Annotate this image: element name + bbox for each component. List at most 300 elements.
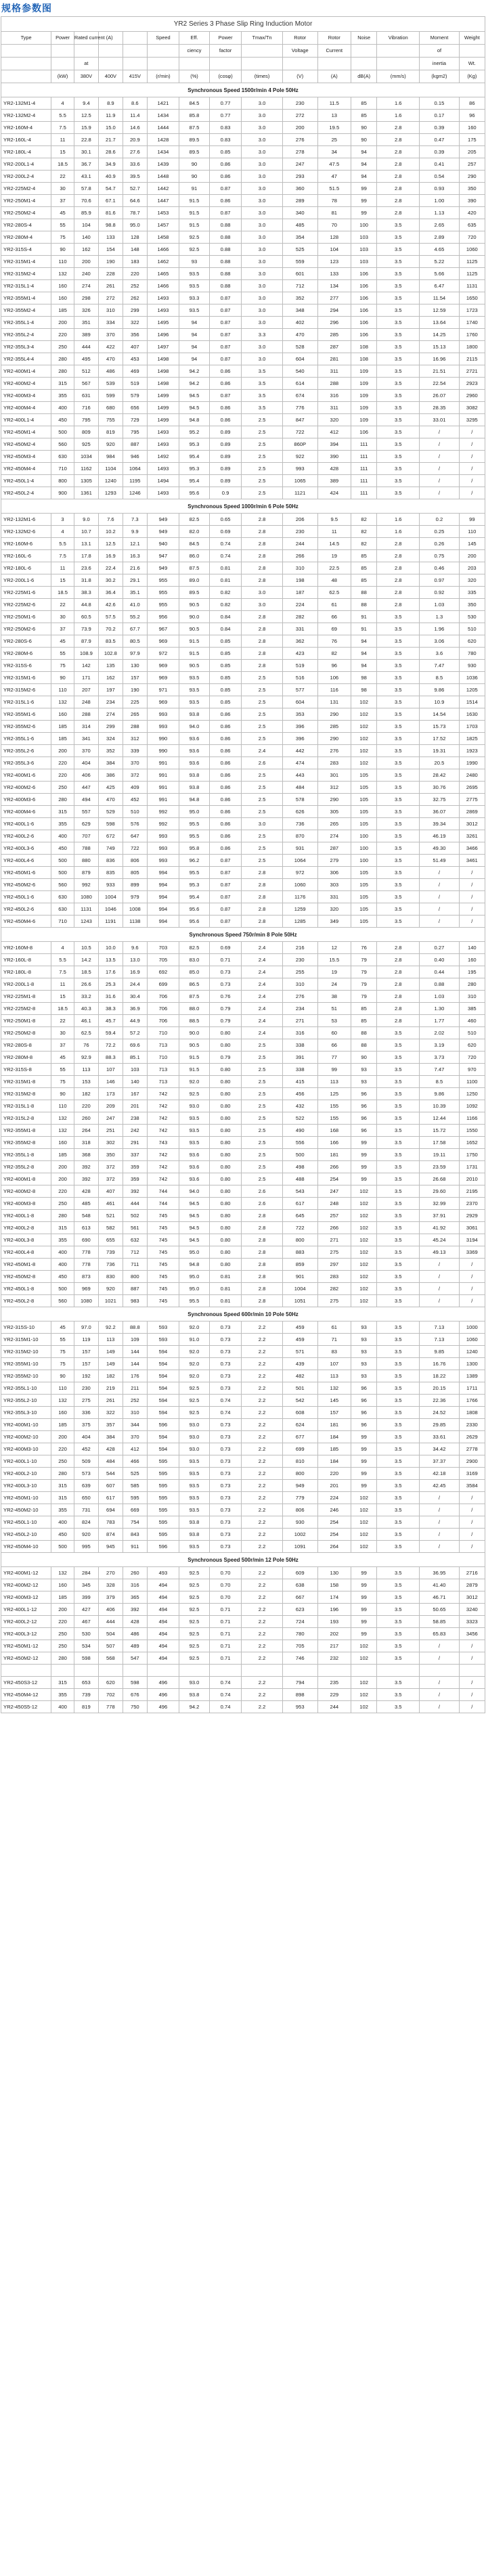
table-cell: 280 — [51, 1652, 74, 1665]
table-cell: 467 — [74, 1616, 98, 1628]
table-cell: 990 — [147, 745, 179, 757]
table-cell: 62.5 — [74, 1027, 98, 1039]
table-cell: 3.5 — [377, 611, 420, 623]
table-cell: 742 — [147, 1100, 179, 1112]
table-cell: 3.5 — [377, 1395, 420, 1407]
table-cell: 3.5 — [377, 648, 420, 660]
table-cell: 184 — [317, 1455, 351, 1468]
table-cell: 1444 — [147, 122, 179, 134]
table-row — [1, 1468, 485, 1480]
table-cell: 925 — [74, 438, 98, 451]
table-cell: 95.6 — [179, 916, 210, 928]
table-cell: 3295 — [459, 414, 485, 426]
table-cell: 3.5 — [377, 438, 420, 451]
table-cell: 102 — [351, 1516, 377, 1529]
table-cell: 94.8 — [179, 1259, 210, 1271]
table-cell: 202 — [317, 1628, 351, 1640]
table-cell: 95.6 — [179, 903, 210, 916]
table-row — [1, 158, 485, 171]
table-cell: 359 — [123, 1173, 147, 1185]
table-cell: 94 — [179, 353, 210, 365]
model-cell: YR2-400M3-12 — [1, 1591, 51, 1604]
table-cell: 1125 — [459, 256, 485, 268]
table-cell: 1.3 — [420, 611, 459, 623]
table-cell: 1465 — [147, 268, 179, 280]
table-cell: 10.2 — [98, 526, 123, 538]
table-cell: 11.9 — [98, 110, 123, 122]
table-cell: 36.9 — [123, 1003, 147, 1015]
table-cell: 12.1 — [123, 538, 147, 550]
table-cell: 1246 — [123, 487, 147, 499]
table-cell: 6.47 — [420, 280, 459, 292]
table-cell: 494 — [147, 1604, 179, 1616]
table-cell: 119 — [74, 1334, 98, 1346]
table-row — [1, 1407, 485, 1419]
table-cell: 105 — [351, 867, 377, 879]
table-cell: 1104 — [98, 463, 123, 475]
table-cell: 20.5 — [420, 757, 459, 769]
table-cell: 3.5 — [377, 1321, 420, 1334]
table-row — [1, 317, 485, 329]
table-cell: 19.11 — [420, 1149, 459, 1161]
table-cell: 34.42 — [420, 1443, 459, 1455]
table-cell: 494 — [147, 1628, 179, 1640]
table-cell: 94.0 — [179, 721, 210, 733]
table-cell: 0.86 — [209, 842, 241, 855]
table-cell: 3456 — [459, 1628, 485, 1640]
table-cell: 355 — [51, 818, 74, 830]
table-cell: / — [459, 1689, 485, 1701]
page-title: 规格参数图 — [1, 3, 52, 14]
model-cell: YR2-450M4-10 — [1, 1541, 51, 1553]
header-cell: Power — [209, 32, 241, 45]
table-cell: 607 — [98, 1480, 123, 1492]
table-cell: 93.5 — [179, 268, 210, 280]
header-cell — [377, 58, 420, 70]
table-cell: 9.0 — [74, 514, 98, 526]
table-cell: 502 — [123, 1210, 147, 1222]
table-cell: 3.5 — [377, 1112, 420, 1125]
table-cell: 1051 — [282, 1295, 317, 1307]
table-cell: 200 — [282, 122, 317, 134]
table-cell: 95.3 — [179, 438, 210, 451]
table-cell: 315 — [51, 806, 74, 818]
table-cell: 90.5 — [179, 660, 210, 672]
table-cell: / — [420, 1640, 459, 1652]
table-cell: 0.73 — [209, 1492, 241, 1504]
table-cell: / — [420, 1701, 459, 1713]
table-cell: 745 — [147, 1271, 179, 1283]
table-cell: 650 — [74, 1492, 98, 1504]
model-cell: YR2-450M1-8 — [1, 1259, 51, 1271]
table-cell: 540 — [282, 365, 317, 378]
table-cell: 276 — [282, 991, 317, 1003]
table-row — [1, 487, 485, 499]
table-row — [1, 304, 485, 317]
table-cell: 1060 — [282, 879, 317, 891]
table-cell: 0.87 — [209, 855, 241, 867]
table-cell: 585 — [123, 1480, 147, 1492]
table-cell: 96 — [317, 660, 351, 672]
table-cell: 614 — [282, 378, 317, 390]
table-cell: 1496 — [147, 329, 179, 341]
table-cell: 102 — [351, 1271, 377, 1283]
table-cell: 1448 — [147, 171, 179, 183]
table-cell: 1121 — [282, 487, 317, 499]
table-cell: 1495 — [147, 317, 179, 329]
table-cell: 370 — [123, 1431, 147, 1443]
table-cell: 3.73 — [420, 1052, 459, 1064]
model-cell: YR2-400M1-12 — [1, 1567, 51, 1579]
table-cell: 809 — [74, 426, 98, 438]
table-cell: 8.5 — [420, 672, 459, 684]
table-cell: 0.86 — [209, 733, 241, 745]
table-cell: 12.44 — [420, 1112, 459, 1125]
table-cell: 94.2 — [179, 378, 210, 390]
table-cell: 947 — [147, 550, 179, 562]
table-cell: 375 — [74, 1419, 98, 1431]
table-cell: 3.5 — [377, 1541, 420, 1553]
table-cell: / — [420, 1689, 459, 1701]
table-cell: 315 — [51, 1677, 74, 1689]
table-cell: 90.0 — [179, 1027, 210, 1039]
table-cell: 92.5 — [179, 1088, 210, 1100]
table-cell: / — [459, 1492, 485, 1504]
table-cell: 2.2 — [242, 1567, 283, 1579]
table-cell: 474 — [282, 757, 317, 769]
table-cell: 69 — [317, 623, 351, 635]
table-cell: 109 — [351, 378, 377, 390]
table-cell: 0.40 — [420, 954, 459, 966]
table-cell: 12.5 — [98, 538, 123, 550]
table-row — [1, 903, 485, 916]
table-cell: 110 — [51, 1382, 74, 1395]
table-cell: 3.5 — [377, 818, 420, 830]
table-cell: 106 — [351, 292, 377, 304]
table-cell: 779 — [282, 1492, 317, 1504]
table-cell: 91 — [351, 623, 377, 635]
table-cell: 350 — [459, 183, 485, 195]
table-cell: / — [459, 1677, 485, 1689]
header-row — [1, 32, 485, 45]
table-cell: 45 — [51, 635, 74, 648]
table-cell: 2.5 — [242, 1149, 283, 1161]
empty-cell — [209, 1665, 241, 1677]
model-cell: YR2-400M1-8 — [1, 1173, 51, 1185]
table-cell: 40.3 — [74, 1003, 98, 1015]
model-cell: YR2-400M4-6 — [1, 806, 51, 818]
table-row — [1, 916, 485, 928]
table-cell: 1499 — [147, 390, 179, 402]
model-cell: YR2-315M2-4 — [1, 268, 51, 280]
model-cell: YR2-132M1-6 — [1, 514, 51, 526]
table-cell: 2.8 — [377, 550, 420, 562]
header-cell: Eff. — [179, 32, 210, 45]
model-cell: YR2-160M-8 — [1, 942, 51, 954]
table-cell: 95.4 — [179, 451, 210, 463]
table-cell: 281 — [317, 353, 351, 365]
model-cell: YR2-180L-4 — [1, 146, 51, 158]
table-row — [1, 1604, 485, 1616]
table-cell: 217 — [317, 1640, 351, 1652]
table-cell: 338 — [282, 1064, 317, 1076]
table-cell: 100 — [351, 219, 377, 231]
table-cell: 1434 — [147, 146, 179, 158]
model-cell: YR2-400M2-6 — [1, 782, 51, 794]
model-cell: YR2-160M-4 — [1, 122, 51, 134]
table-cell: 800 — [282, 1234, 317, 1246]
table-cell: 95.0 — [179, 1271, 210, 1283]
table-cell: 25 — [317, 134, 351, 146]
table-cell: 7.13 — [420, 1334, 459, 1346]
table-cell: 595 — [147, 1516, 179, 1529]
table-cell: 8.6 — [123, 97, 147, 110]
table-cell: 0.89 — [209, 475, 241, 487]
table-cell: 32.75 — [420, 794, 459, 806]
table-cell: 955 — [147, 587, 179, 599]
table-cell: 3.5 — [377, 402, 420, 414]
table-cell: 23.59 — [420, 1161, 459, 1173]
table-cell: 310 — [459, 991, 485, 1003]
model-cell: YR2-280M-4 — [1, 231, 51, 244]
table-cell: 94.5 — [179, 1234, 210, 1246]
table-cell: 1493 — [147, 463, 179, 475]
table-cell: 162 — [74, 244, 98, 256]
table-cell: 2.5 — [242, 1039, 283, 1052]
table-cell: 12.5 — [74, 110, 98, 122]
table-cell: 655 — [98, 1234, 123, 1246]
table-cell: 496 — [147, 1701, 179, 1713]
table-cell: / — [420, 879, 459, 891]
table-cell: 2.5 — [242, 1064, 283, 1076]
table-cell: 3.3 — [242, 329, 283, 341]
table-cell: 132 — [51, 1112, 74, 1125]
table-cell: 3.5 — [377, 1125, 420, 1137]
table-cell: 1259 — [282, 903, 317, 916]
table-cell: 2.5 — [242, 1173, 283, 1185]
table-cell: 290 — [317, 708, 351, 721]
table-cell: 79 — [351, 966, 377, 978]
table-cell: 49.30 — [420, 842, 459, 855]
table-cell: 93.8 — [179, 708, 210, 721]
table-cell: 160 — [459, 122, 485, 134]
table-cell: 0.87 — [209, 891, 241, 903]
table-cell: 3.5 — [377, 1137, 420, 1149]
table-cell: 874 — [98, 1529, 123, 1541]
table-cell: 496 — [147, 1689, 179, 1701]
table-cell: 385 — [459, 1003, 485, 1015]
table-cell: 26.07 — [420, 390, 459, 402]
table-cell: 406 — [74, 769, 98, 782]
table-cell: 598 — [123, 1677, 147, 1689]
header-row — [1, 45, 485, 58]
table-cell: 326 — [74, 304, 98, 317]
model-cell: YR2-400M3-10 — [1, 1443, 51, 1455]
model-cell: YR2-280S-8 — [1, 1039, 51, 1052]
table-cell: 990 — [147, 733, 179, 745]
table-cell: 272 — [282, 110, 317, 122]
table-cell: 778 — [74, 1259, 98, 1271]
table-cell: 460 — [459, 1015, 485, 1027]
table-cell: 495 — [74, 353, 98, 365]
table-cell: 93.0 — [179, 1443, 210, 1455]
table-cell: 2.2 — [242, 1541, 283, 1553]
table-cell: 289 — [282, 195, 317, 207]
table-cell: 993 — [147, 855, 179, 867]
table-cell: 185 — [51, 304, 74, 317]
table-cell: 312 — [317, 782, 351, 794]
table-cell: 3.5 — [377, 1443, 420, 1455]
table-cell: 836 — [98, 855, 123, 867]
table-cell: 2.2 — [242, 1628, 283, 1640]
table-cell: 3.5 — [377, 1407, 420, 1419]
table-cell: 3.5 — [377, 244, 420, 256]
table-cell: 2.8 — [377, 122, 420, 134]
table-cell: 0.73 — [209, 1346, 241, 1358]
table-row — [1, 378, 485, 390]
table-cell: 0.80 — [209, 1259, 241, 1271]
table-cell: 379 — [98, 1591, 123, 1604]
table-cell: 1498 — [147, 365, 179, 378]
table-cell: 669 — [123, 1504, 147, 1516]
table-row — [1, 451, 485, 463]
table-cell: 110 — [459, 526, 485, 538]
table-cell: 0.86 — [209, 794, 241, 806]
table-cell: 819 — [98, 426, 123, 438]
table-cell: 1064 — [282, 855, 317, 867]
table-cell: 3.0 — [242, 268, 283, 280]
table-cell: 2.5 — [242, 463, 283, 475]
table-cell: 264 — [317, 1541, 351, 1553]
table-cell: 155 — [317, 1100, 351, 1112]
table-cell: 211 — [123, 1382, 147, 1395]
table-cell: 135 — [98, 660, 123, 672]
table-cell: 0.87 — [209, 207, 241, 219]
table-cell: 144 — [123, 1358, 147, 1370]
table-cell: 90.5 — [179, 599, 210, 611]
table-cell: 272 — [98, 292, 123, 304]
table-cell: 105 — [351, 891, 377, 903]
table-cell: 103 — [351, 256, 377, 268]
table-cell: 595 — [147, 1480, 179, 1492]
table-cell: / — [420, 463, 459, 475]
table-cell: 0.80 — [209, 1027, 241, 1039]
table-cell: 26.6 — [74, 978, 98, 991]
table-cell: 30.76 — [420, 782, 459, 794]
table-cell: 171 — [74, 672, 98, 684]
table-cell: 444 — [98, 1616, 123, 1628]
table-cell: 102 — [351, 733, 377, 745]
table-row — [1, 623, 485, 635]
table-cell: 1100 — [459, 1076, 485, 1088]
table-cell: 3.0 — [242, 219, 283, 231]
table-cell: 2.8 — [242, 623, 283, 635]
section-title: Synchronous Speed 600r/min 10 Pole 50Hz — [1, 1307, 485, 1321]
table-cell: 37 — [51, 1039, 74, 1052]
table-cell: 2.2 — [242, 1652, 283, 1665]
table-cell: 404 — [74, 757, 98, 769]
table-row — [1, 1161, 485, 1173]
table-cell: 967 — [147, 623, 179, 635]
table-cell: 1389 — [459, 1370, 485, 1382]
table-row — [1, 648, 485, 660]
table-cell: 955 — [147, 574, 179, 587]
table-cell: 92.5 — [179, 1382, 210, 1395]
table-cell: 710 — [51, 463, 74, 475]
table-cell: 173 — [98, 1088, 123, 1100]
table-cell: 99 — [351, 1161, 377, 1173]
table-cell: 315 — [51, 1222, 74, 1234]
table-cell: 470 — [98, 353, 123, 365]
table-cell: 3.0 — [242, 304, 283, 317]
table-cell: 593 — [147, 1334, 179, 1346]
table-cell: 746 — [282, 1652, 317, 1665]
table-cell: 561 — [123, 1222, 147, 1234]
table-cell: 3.5 — [377, 1468, 420, 1480]
table-cell: 314 — [74, 721, 98, 733]
table-cell: 1293 — [98, 487, 123, 499]
table-cell: 92.0 — [179, 1321, 210, 1334]
table-cell: 1630 — [459, 708, 485, 721]
table-cell: 36.7 — [74, 158, 98, 171]
table-cell: 102 — [351, 1701, 377, 1713]
table-cell: 0.86 — [209, 721, 241, 733]
table-cell: 201 — [123, 1100, 147, 1112]
table-cell: 0.84 — [209, 611, 241, 623]
table-row — [1, 414, 485, 426]
table-cell: 93 — [351, 1064, 377, 1076]
table-cell: 254 — [317, 1516, 351, 1529]
table-cell: 500 — [51, 426, 74, 438]
table-cell: 626 — [282, 806, 317, 818]
table-cell: 145 — [317, 1395, 351, 1407]
table-cell: 96 — [351, 1125, 377, 1137]
model-cell: YR2-315M1-10 — [1, 1334, 51, 1346]
table-cell: 2629 — [459, 1431, 485, 1443]
empty-cell — [179, 1665, 210, 1677]
table-cell: 2.2 — [242, 1516, 283, 1529]
table-cell: 2.8 — [242, 1283, 283, 1295]
table-cell: 95.8 — [179, 842, 210, 855]
table-cell: 230 — [282, 954, 317, 966]
table-row — [1, 402, 485, 414]
table-cell: 400 — [51, 402, 74, 414]
table-cell: 0.80 — [209, 1161, 241, 1173]
table-cell: 3.5 — [377, 365, 420, 378]
table-cell: 707 — [74, 830, 98, 842]
table-cell: 507 — [98, 1640, 123, 1652]
table-cell: 639 — [74, 1480, 98, 1492]
table-cell: 250 — [51, 1640, 74, 1652]
table-cell: / — [420, 426, 459, 438]
table-cell: 392 — [123, 1604, 147, 1616]
table-cell: 190 — [123, 684, 147, 696]
table-cell: 160 — [459, 954, 485, 966]
table-cell: 2.4 — [242, 1015, 283, 1027]
table-cell: 338 — [282, 1039, 317, 1052]
table-cell: 604 — [282, 353, 317, 365]
table-cell: / — [420, 1259, 459, 1271]
table-cell: 991 — [147, 757, 179, 769]
table-row — [1, 1591, 485, 1604]
table-cell: 158 — [317, 1579, 351, 1591]
table-cell: 0.86 — [209, 782, 241, 794]
table-cell: 128 — [123, 231, 147, 244]
table-cell: 2.2 — [242, 1395, 283, 1407]
model-cell: YR2-315M1-4 — [1, 256, 51, 268]
table-cell: 3.5 — [377, 219, 420, 231]
table-cell: 46.1 — [74, 1015, 98, 1027]
